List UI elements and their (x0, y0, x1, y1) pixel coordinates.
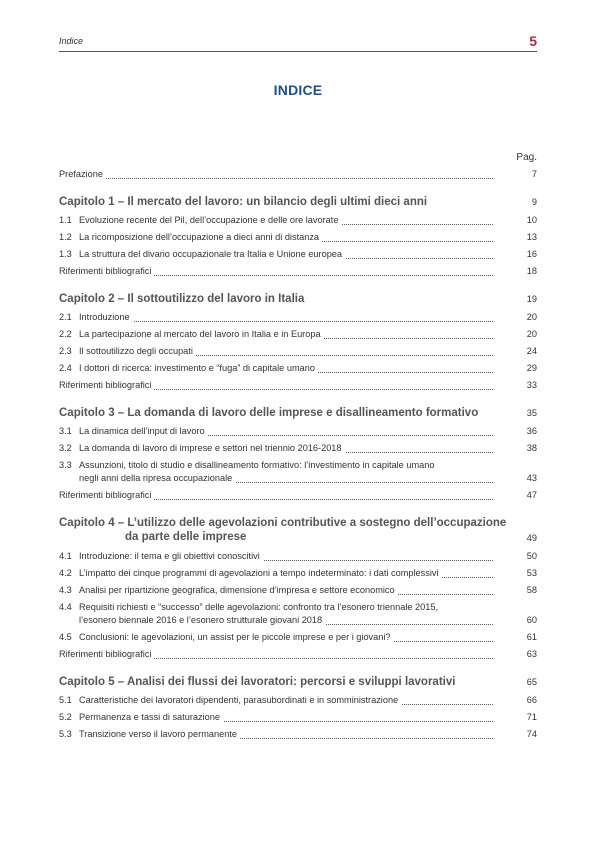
toc-section-entry[interactable] (59, 214, 537, 227)
section-number: 1.3 (59, 249, 72, 259)
references-page: 18 (526, 266, 537, 276)
toc-entry-preface[interactable] (59, 168, 537, 181)
toc-section-entry[interactable] (59, 567, 537, 580)
section-label: Assunzioni, titolo di studio e disallineamento formativo: l’investimento in capitale umano (79, 460, 435, 470)
section-page: 20 (526, 312, 537, 322)
section-number: 2.3 (59, 346, 72, 356)
toc-section-entry[interactable] (59, 728, 537, 741)
section-label-continued: negli anni della ripresa occupazionale (79, 473, 235, 483)
references-label: Riferimenti bibliografici (59, 490, 154, 500)
references-page: 63 (526, 649, 537, 659)
section-number: 2.2 (59, 329, 72, 339)
toc-section-entry[interactable] (59, 601, 537, 627)
references-label: Riferimenti bibliografici (59, 380, 154, 390)
chapter-title: Capitolo 2 – Il sottoutilizzo del lavoro in Italia (59, 293, 307, 305)
section-number: 4.2 (59, 568, 72, 578)
section-page: 60 (526, 615, 537, 625)
toc-section-entry[interactable] (59, 425, 537, 438)
section-number: 1.1 (59, 215, 72, 225)
toc-section-entry[interactable] (59, 694, 537, 707)
section-number: 2.4 (59, 363, 72, 373)
chapter-page: 65 (526, 677, 537, 687)
section-number: 3.1 (59, 426, 72, 436)
section-label: L’impatto dei cinque programmi di agevolazioni a tempo indeterminato: i dati complessivi (79, 568, 439, 578)
section-page: 74 (526, 729, 537, 739)
references-label: Riferimenti bibliografici (59, 649, 154, 659)
chapter-title: Capitolo 4 – L’utilizzo delle agevolazioni contributive a sostegno dell’occupazione (59, 517, 507, 529)
toc-references-entry[interactable] (59, 489, 537, 502)
toc-chapter-heading[interactable] (59, 675, 537, 690)
chapter-page: 19 (526, 294, 537, 304)
chapter-title: Capitolo 1 – Il mercato del lavoro: un bilancio degli ultimi dieci anni (59, 196, 430, 208)
section-label: Conclusioni: le agevolazioni, un assist per le piccole imprese e per i giovani? (79, 632, 391, 642)
toc-section-entry[interactable] (59, 248, 537, 261)
toc-section-entry[interactable] (59, 345, 537, 358)
references-page: 33 (526, 380, 537, 390)
section-page: 29 (526, 363, 537, 373)
references-label: Riferimenti bibliografici (59, 266, 154, 276)
section-page: 13 (526, 232, 537, 242)
toc-section-entry[interactable] (59, 442, 537, 455)
page-column-label: Pag. (516, 152, 537, 163)
toc-section-entry[interactable] (59, 362, 537, 375)
section-number: 5.3 (59, 729, 72, 739)
section-label: Analisi per ripartizione geografica, dimensione d’impresa e settore economico (79, 585, 395, 595)
section-label: Il sottoutilizzo degli occupati (79, 346, 193, 356)
section-page: 58 (526, 585, 537, 595)
toc-references-entry[interactable] (59, 379, 537, 392)
section-label: Transizione verso il lavoro permanente (79, 729, 237, 739)
references-page: 47 (526, 490, 537, 500)
section-page: 53 (526, 568, 537, 578)
section-label: Requisiti richiesti e “successo” delle agevolazioni: confronto tra l’esonero triennale 2015, (79, 602, 439, 612)
section-page: 20 (526, 329, 537, 339)
chapter-page: 35 (526, 408, 537, 418)
section-label: La domanda di lavoro di imprese e settori nel triennio 2016-2018 (79, 443, 342, 453)
toc-chapter-heading[interactable] (59, 195, 537, 210)
chapter-title: Capitolo 3 – La domanda di lavoro delle imprese e disallineamento formativo (59, 407, 481, 419)
section-page: 66 (526, 695, 537, 705)
section-label: La dinamica dell’input di lavoro (79, 426, 205, 436)
section-label: Permanenza e tassi di saturazione (79, 712, 220, 722)
section-label-continued: l’esonero biennale 2016 e l’esonero strutturale giovani 2018 (79, 615, 325, 625)
section-label: La struttura del divario occupazionale tra Italia e Unione europea (79, 249, 343, 259)
toc-section-entry[interactable] (59, 584, 537, 597)
section-number: 4.5 (59, 632, 72, 642)
section-number: 5.1 (59, 695, 72, 705)
section-label: I dottori di ricerca: investimento e “fuga” di capitale umano (79, 363, 315, 373)
toc-section-entry[interactable] (59, 328, 537, 341)
section-label: Caratteristiche dei lavoratori dipendenti, parasubordinati e in somministrazione (79, 695, 399, 705)
toc-entry-label: Prefazione (59, 169, 106, 179)
section-number: 4.1 (59, 551, 72, 561)
header-page-number: 5 (529, 33, 537, 49)
toc-chapter-heading[interactable] (59, 516, 537, 546)
running-header (59, 33, 537, 50)
section-number: 2.1 (59, 312, 72, 322)
toc-references-entry[interactable] (59, 648, 537, 661)
section-label: Evoluzione recente del Pil, dell’occupazione e delle ore lavorate (79, 215, 339, 225)
section-page: 61 (526, 632, 537, 642)
section-label: La ricomposizione dell’occupazione a dieci anni di distanza (79, 232, 320, 242)
section-label: Introduzione (79, 312, 130, 322)
table-of-contents (59, 168, 537, 745)
section-number: 3.3 (59, 460, 72, 470)
section-label: Introduzione: il tema e gli obiettivi conoscitivi (79, 551, 260, 561)
section-number: 4.4 (59, 602, 72, 612)
section-page: 24 (526, 346, 537, 356)
toc-chapter-heading[interactable] (59, 406, 537, 421)
chapter-title: Capitolo 5 – Analisi dei flussi dei lavoratori: percorsi e sviluppi lavorativi (59, 676, 458, 688)
section-page: 43 (526, 473, 537, 483)
toc-entry-page: 7 (531, 169, 537, 179)
chapter-page: 9 (531, 197, 537, 207)
section-page: 50 (526, 551, 537, 561)
toc-section-entry[interactable] (59, 231, 537, 244)
toc-chapter-heading[interactable] (59, 292, 537, 307)
section-page: 36 (526, 426, 537, 436)
section-number: 4.3 (59, 585, 72, 595)
page-title: INDICE (273, 82, 323, 98)
chapter-page: 49 (526, 533, 537, 543)
header-section-title: Indice (59, 36, 84, 46)
toc-references-entry[interactable] (59, 265, 537, 278)
header-divider (59, 51, 537, 52)
toc-section-entry[interactable] (59, 631, 537, 644)
toc-section-entry[interactable] (59, 711, 537, 724)
toc-section-entry[interactable] (59, 311, 537, 324)
toc-section-entry[interactable] (59, 459, 537, 485)
section-number: 3.2 (59, 443, 72, 453)
section-label: La partecipazione al mercato del lavoro in Italia e in Europa (79, 329, 321, 339)
section-number: 1.2 (59, 232, 72, 242)
section-page: 71 (526, 712, 537, 722)
chapter-title-continued: da parte delle imprese (125, 531, 247, 543)
section-page: 38 (526, 443, 537, 453)
toc-section-entry[interactable] (59, 550, 537, 563)
section-page: 10 (526, 215, 537, 225)
section-number: 5.2 (59, 712, 72, 722)
section-page: 16 (526, 249, 537, 259)
